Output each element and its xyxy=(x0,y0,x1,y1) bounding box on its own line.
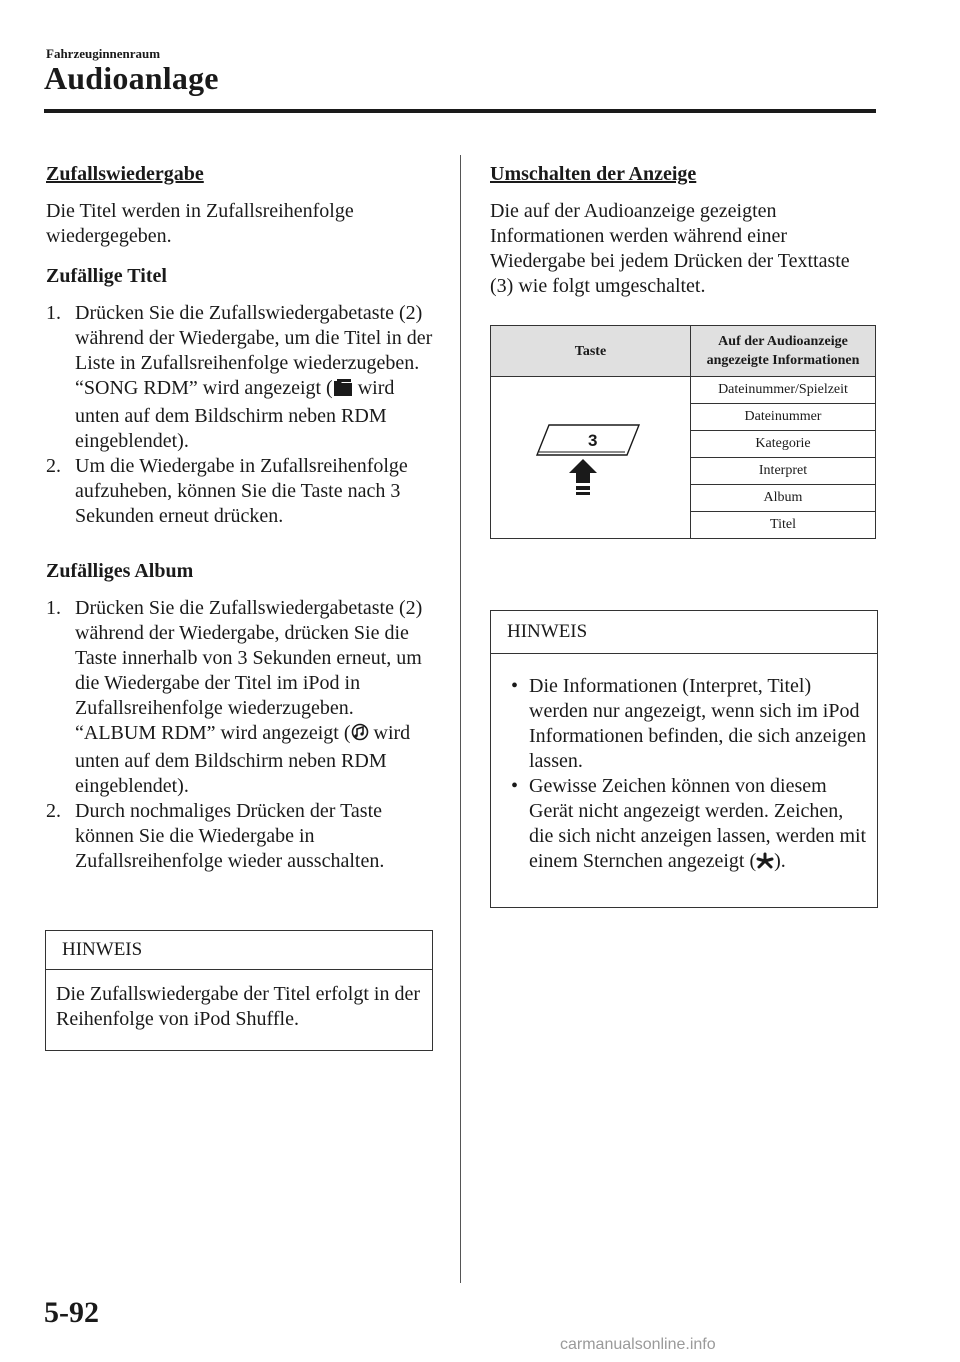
album-steps xyxy=(46,596,438,874)
bullet: • xyxy=(511,675,519,697)
heading-zufaellige-titel: Zufällige Titel xyxy=(46,265,167,287)
column-divider xyxy=(460,155,461,1283)
note-body xyxy=(491,654,877,887)
folder-icon xyxy=(333,378,353,404)
note-box-shuffle xyxy=(45,930,433,1051)
heading-zufallswiedergabe: Zufallswiedergabe xyxy=(46,163,204,185)
heading-zufaelliges-album: Zufälliges Album xyxy=(46,560,194,582)
note-text: Die Zufallswiedergabe der Titel erfolgt in der Reihenfolge von iPod Shuffle. xyxy=(56,983,420,1030)
table-cell: Dateinummer/Spielzeit xyxy=(691,377,876,404)
watermark: carmanualsonline.info xyxy=(560,1336,716,1353)
table-header-info: Auf der Audioanzeige angezeigte Informationen xyxy=(691,326,876,377)
table-cell: Kategorie xyxy=(691,431,876,458)
list-item: 1. Drücken Sie die Zufallswiedergabetaste (2) während der Wiedergabe, um die Titel in der Liste in Zufallsreihenfolge wiederzugeben. “SONG RDM” wird angezeigt ( wird unten auf dem Bildschirm neben RDM eingeblendet). xyxy=(46,302,433,452)
heading-umschalten: Umschalten der Anzeige xyxy=(490,163,697,185)
intro-text: Die Titel werden in Zufallsreihenfolge wiedergegeben. xyxy=(46,200,354,247)
table-cell: Album xyxy=(691,485,876,512)
list-item: • Die Informationen (Interpret, Titel) werden nur angezeigt, wenn sich im iPod Informationen befinden, die sich anzeigen lassen. xyxy=(511,675,867,772)
table-header-taste: Taste xyxy=(491,326,691,377)
button-illustration xyxy=(491,377,691,539)
page-number: 5-92 xyxy=(44,1296,99,1329)
list-item: • Gewisse Zeichen können von diesem Gerät nicht angezeigt werden. Zeichen, die sich nicht anzeigen lassen, werden mit einem Sternchen angezeigt ( ). xyxy=(499,774,869,877)
right-column xyxy=(490,162,876,299)
list-item: 2. Um die Wiedergabe in Zufallsreihenfolge aufzuheben, können Sie die Taste nach 3 Sekunden erneut drücken. xyxy=(46,455,408,527)
list-item: 1. Drücken Sie die Zufallswiedergabetaste (2) während der Wiedergabe, drücken Sie die Taste innerhalb von 3 Sekunden erneut, um die Wiedergabe der Titel im iPod in Zufallsreihenfolge wiederzugeben. “ALBUM RDM” wird angezeigt ( wird unten auf dem Bildschirm neben RDM eingeblendet). xyxy=(46,597,423,797)
table-cell: Interpret xyxy=(691,458,876,485)
header-rule xyxy=(44,109,876,113)
intro-text: Die auf der Audioanzeige gezeigten Informationen werden während einer Wiedergabe bei jedem Drücken der Texttaste (3) wie folgt umgeschaltet. xyxy=(490,200,850,297)
step-number: 2. xyxy=(46,455,61,477)
page-title: Audioanlage xyxy=(44,60,219,96)
table-cell: Titel xyxy=(691,512,876,539)
asterisk-icon xyxy=(756,852,774,877)
step-number: 1. xyxy=(46,597,61,619)
table-row xyxy=(491,377,876,404)
button-number: 3 xyxy=(587,430,597,450)
step-number: 2. xyxy=(46,800,61,822)
step-number: 1. xyxy=(46,302,61,324)
note-label: HINWEIS xyxy=(491,611,877,654)
note-label: HINWEIS xyxy=(46,931,432,970)
section-label: Fahrzeuginnenraum xyxy=(46,46,161,61)
titles-steps xyxy=(46,301,438,529)
disc-icon xyxy=(351,722,369,749)
note-box-display xyxy=(490,610,878,908)
bullet: • xyxy=(511,775,519,797)
left-column xyxy=(46,162,438,874)
list-item: 2. Durch nochmaliges Drücken der Taste können Sie die Wiedergabe in Zufallsreihenfolge wieder ausschalten. xyxy=(46,800,385,872)
table-cell: Dateinummer xyxy=(691,404,876,431)
display-table xyxy=(490,325,876,539)
